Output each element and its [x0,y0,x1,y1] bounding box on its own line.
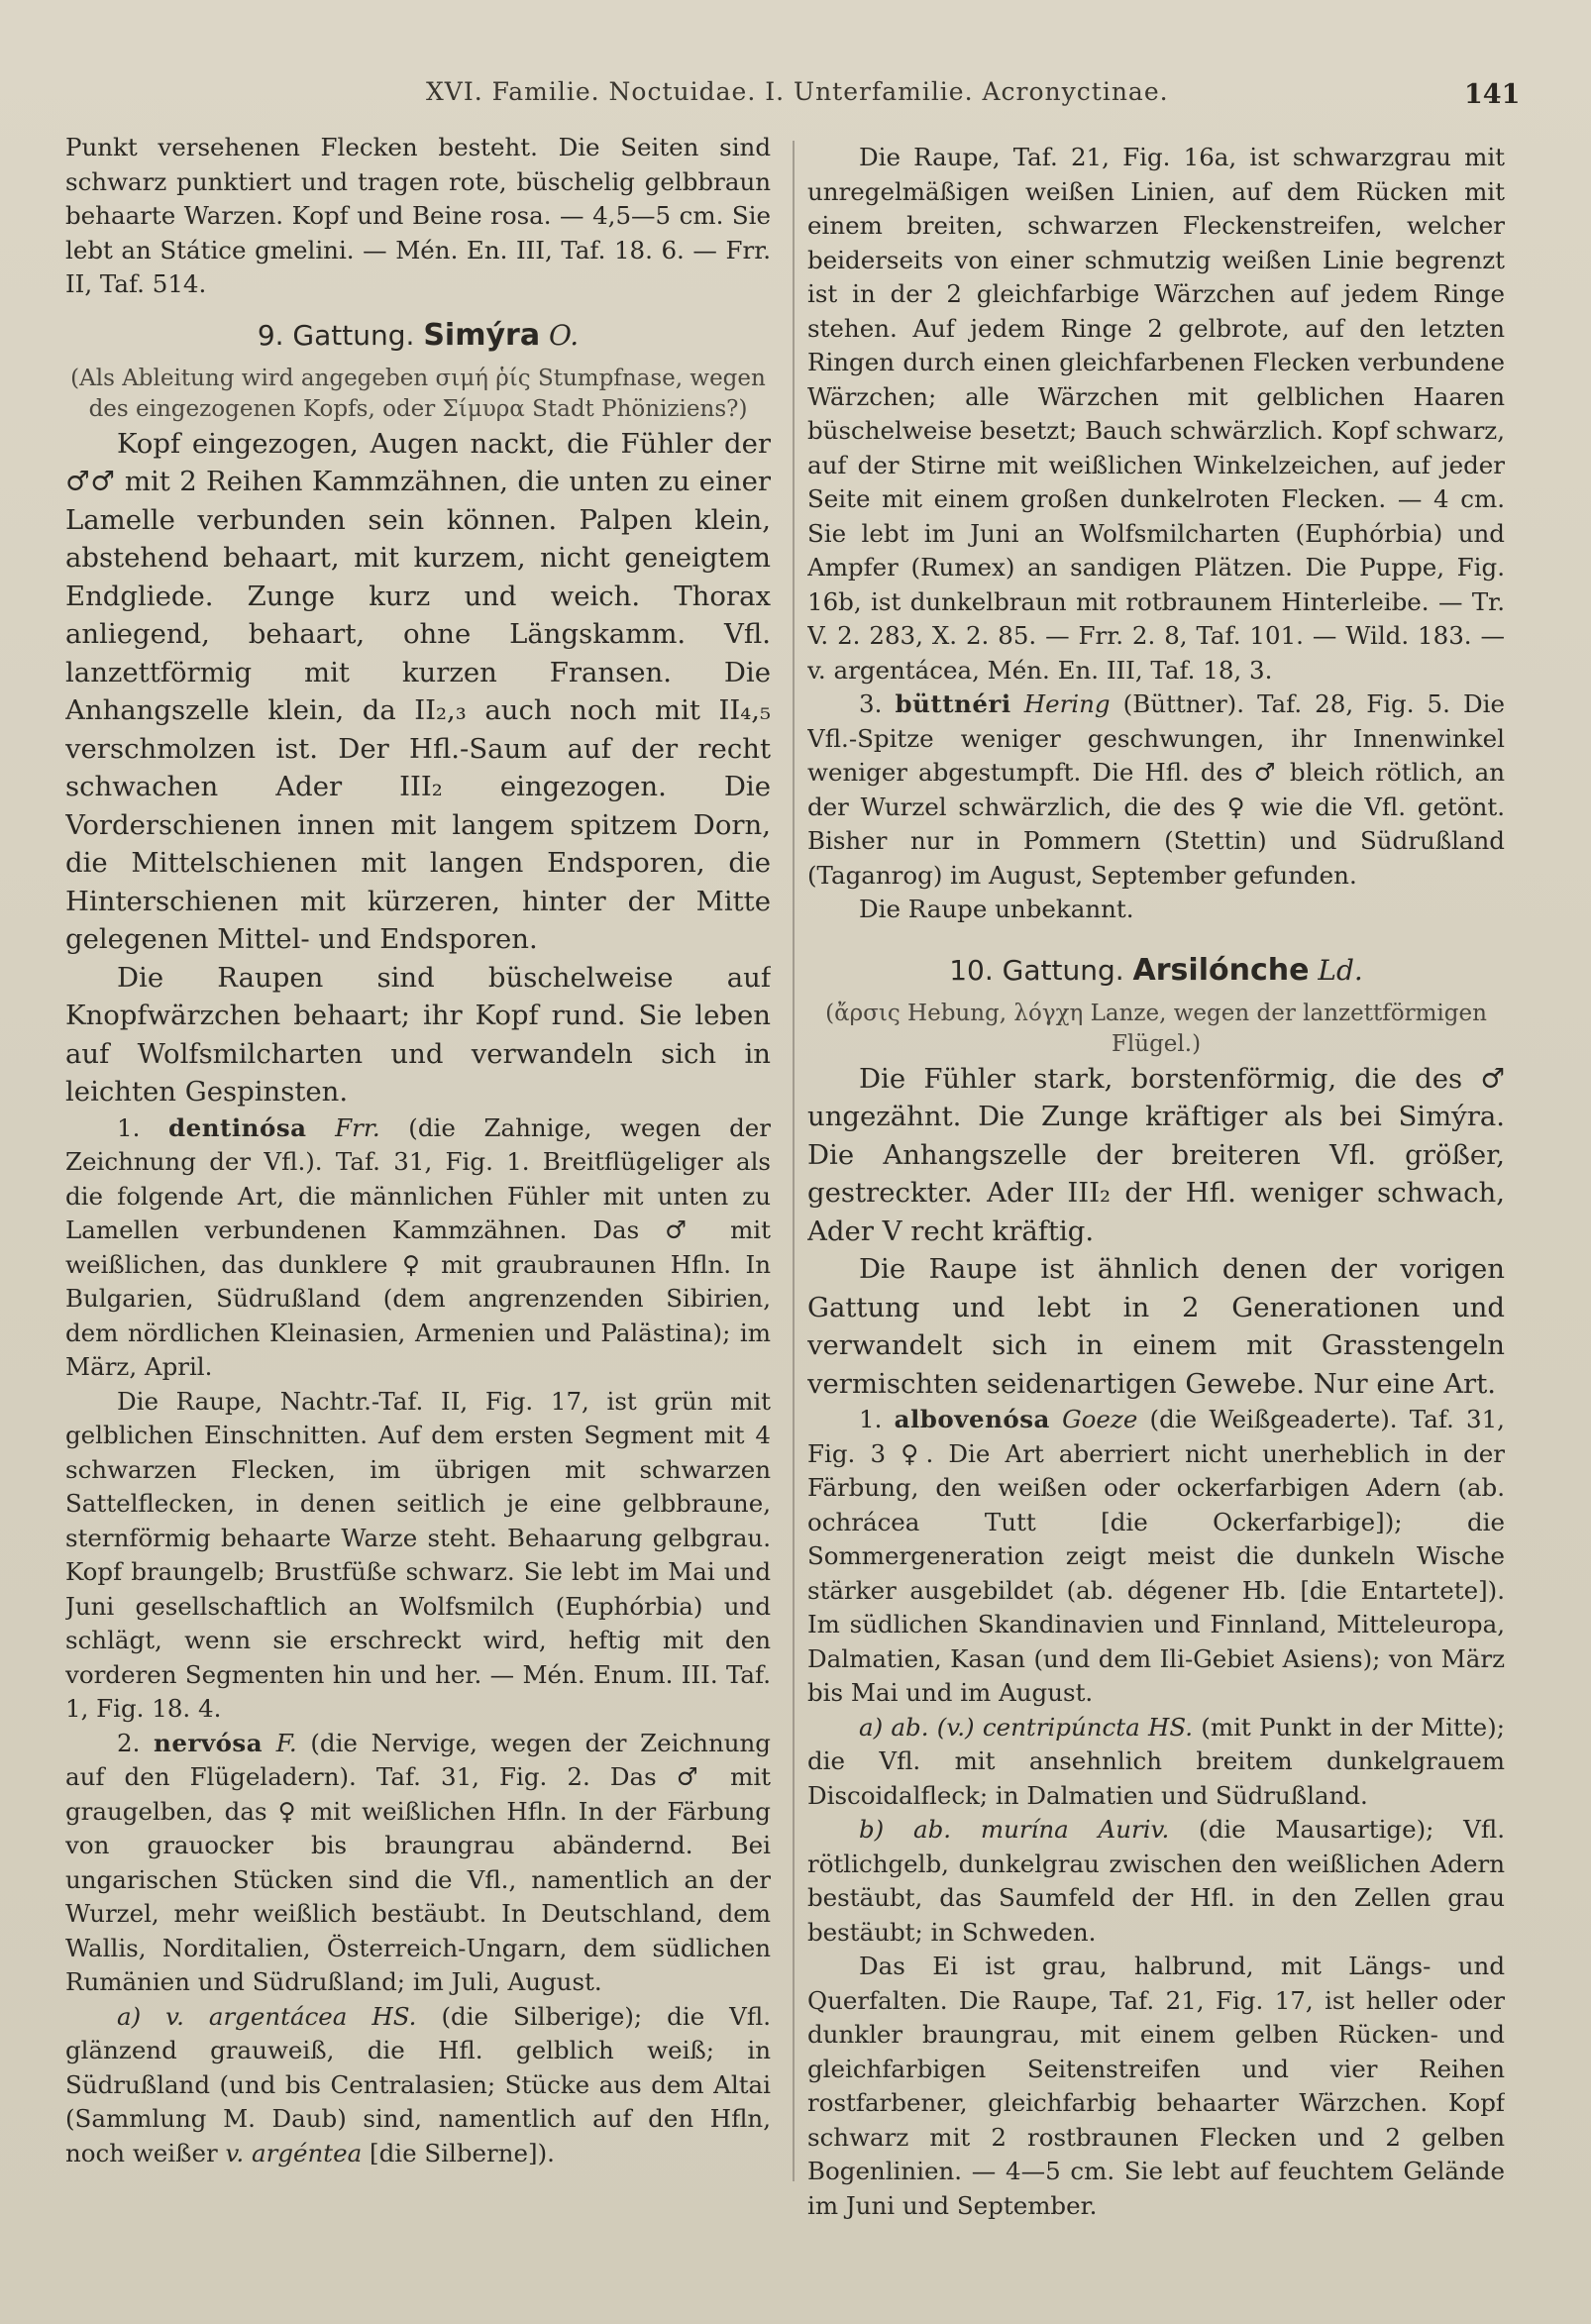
larvae-description: Die Raupe ist ähnlich denen der vorigen Gattung und lebt in 2 Generationen und verwandelt sich in einem mit Grasstengeln vermischten seidenartigen Gewebe. Nur eine Art. [807,1253,1505,1400]
larvae-description: Die Raupen sind büschelweise auf Knopfwärzchen behaart; ihr Kopf rund. Sie leben auf Wolfsmilcharten und verwandeln sich in leichten Gespinsten. [65,961,771,1108]
paragraph: Punkt versehenen Flecken besteht. Die Seiten sind schwarz punktiert und tragen rote, büschelig gelbbraun behaarte Warzen. Kopf und Beine rosa. — 4,5—5 cm. Sie lebt an Státice gmelini. — Mén. En. III, Taf. 18. 6. — Frr. II, Taf. 514. [65,133,771,298]
species-number: 1. [117,1112,141,1142]
species-author: F. [275,1728,297,1757]
genus-etymology: (ἄρσις Hebung, λόγχη Lanze, wegen der lanzettförmigen Flügel.) [825,1000,1487,1057]
running-header [0,77,1591,127]
header-title: XVI. Familie. Noctuidae. I. Unterfamilie. Acronyctinae. [426,77,1169,106]
variety-entry [807,1813,1505,1950]
genus-description: Kopf eingezogen, Augen nackt, die Fühler der ♂♂ mit 2 Reihen Kammzähnen, die unten zu einer Lamelle verbunden sein können. Palpen klein, abstehend behaart, mit kurzem, nicht geneigtem Endgliede. Zunge kurz und weich. Thorax anliegend, behaart, ohne Längskamm. Vfl. lanzettförmig mit kurzen Fransen. Die Anhangszelle klein, da II₂,₃ auch noch mit II₄,₅ verschmolzen ist. Der Hfl.-Saum auf der recht schwachen Ader III₂ eingezogen. Die Vorderschienen innen mit langem spitzem Dorn, die Mittelschienen mit langen Endsporen, die Hinterschienen mit kürzeren, hinter der Mitte gelegenen Mittel- und Endsporen. [65,427,771,955]
column-divider [793,141,795,2181]
page-number: 141 [1464,79,1521,110]
variety-text: (die Silberige); die Vfl. glänzend grauweiß, die Hfl. gelblich weiß; in Südrußland (und bis Centralasien; Stücke aus dem Altai (Sammlung M. Daub) sind, namentlich auf den Hfln, noch weißer [65,2001,771,2167]
species-entry [807,687,1505,893]
variety-entry [65,2000,771,2171]
species-text: (Büttner). Taf. 28, Fig. 5. Die Vfl.-Spitze weniger geschwungen, ihr Innenwinkel weniger abgestumpft. Die Hfl. des ♂ bleich rötlich, an der Wurzel schwärzlich, die des ♀ wie die Vfl. getönt. Bisher nur in Pommern (Stettin) und Südrußland (Taganrog) im August, September gefunden. [807,689,1505,890]
species-name: albovenósa [894,1405,1050,1433]
variety-text: (mit Punkt in der Mitte); die Vfl. mit ansehnlich breitem dunkelgrauem Discoidalfleck; in Dalmatien und Südrußland. [807,1712,1505,1810]
species-author: Goeze [1062,1405,1138,1433]
species-number: 1. [859,1405,883,1433]
larva-description: Die Raupe unbekannt. [859,895,1134,923]
genus-heading [65,314,771,358]
genus-name: Arsilónche [1132,952,1310,988]
left-column [65,131,771,2265]
species-text: (die Nervige, wegen der Zeichnung auf den Flügeladern). Taf. 31, Fig. 2. Das ♂ mit graugelben, das ♀ mit weißlichen Hfln. In der Färbung von grauocker bis braungrau abändernd. Bei ungarischen Stücken sind die Vfl., namentlich an der Wurzel, mehr weißlich bestäubt. In Deutschland, dem Wallis, Norditalien, Österreich-Ungarn, dem südlichen Rumänien und Südrußland; im Juli, August. [65,1728,771,1996]
species-text: (die Zahnige, wegen der Zeichnung der Vfl.). Taf. 31, Fig. 1. Breitflügeliger als die folgende Art, die männlichen Fühler mit unten zu Lamellen verbundenen Kammzähnen. Das ♂ mit weißlichen, das dunklere ♀ mit graubraunen Hfln. In Bulgarien, Südrußland (dem angrenzenden Sibirien, dem nördlichen Kleinasien, Armenien und Palästina); im März, April. [65,1112,771,1381]
species-author: Frr. [335,1112,380,1142]
egg-larva-description: Das Ei ist grau, halbrund, mit Längs- und Querfalten. Die Raupe, Taf. 21, Fig. 17, ist heller oder dunkler braungrau, mit einem gelben Rücken- und gleichfarbigen Seitenstreifen und vier Reihen rostfarbener, gleichfarbig behaarter Wärzchen. Kopf schwarz mit 2 rostbraunen Flecken und 2 gelben Bogenlinien. — 4—5 cm. Sie lebt auf feuchtem Gelände im Juni und September. [807,1952,1505,2220]
variety-entry [807,1711,1505,1814]
species-number: 2. [117,1728,141,1757]
right-column [807,141,1505,2265]
genus-name: Simýra [423,317,541,353]
variety-text: [die Silberne]). [370,2138,555,2167]
species-name: nervósa [154,1728,264,1757]
species-entry [65,1111,771,1385]
variety-label: b) ab. murína Auriv. [859,1815,1170,1844]
variety-text: (die Mausartige); Vfl. rötlichgelb, dunkelgrau zwischen den weißlichen Adern bestäubt, das Saumfeld der Hfl. in den Zellen grau bestäubt; in Schweden. [807,1815,1505,1947]
species-name: büttnéri [895,689,1011,718]
larva-description: Die Raupe, Taf. 21, Fig. 16a, ist schwarzgrau mit unregelmäßigen weißen Linien, auf dem Rücken mit einem breiten, schwarzen Fleckenstreifen, welcher beiderseits von einer schmutzig weißen Linie begrenzt ist in der 2 gleichfarbige Wärzchen auf jedem Ringe stehen. Auf jedem Ringe 2 gelbrote, auf den letzten Ringen durch einen gleichfarbenen Flecken verbundene Wärzchen; alle Wärzchen mit gelblichen Haaren büschelweise besetzt; Bauch schwärzlich. Kopf schwarz, auf der Stirne mit weißlichen Winkelzeichen, auf jeder Seite mit einem großen dunkelroten Flecken. — 4 cm. Sie lebt im Juni an Wolfsmilcharten (Euphórbia) und Ampfer (Rumex) an sandigen Plätzen. Die Puppe, Fig. 16b, ist dunkelbraun mit rotbraunem Hinterleibe. — Tr. V. 2. 283, X. 2. 85. — Frr. 2. 8, Taf. 101. — Wild. 183. — v. argentácea, Mén. En. III, Taf. 18, 3. [807,143,1505,685]
genus-heading [807,949,1505,993]
species-name: dentinósa [168,1112,307,1142]
species-entry [65,1727,771,2000]
species-text: (die Weißgeaderte). Taf. 31, Fig. 3 ♀. Die Art aberriert nicht unerheblich in der Färbung, den weißen oder ockerfarbigen Adern (ab. ochrácea Tutt [die Ockerfarbige]); die Sommergeneration zeigt meist die dunkeln Wische stärker ausgebildet (ab. dégener Hb. [die Entartete]). Im südlichen Skandinavien und Finnland, Mitteleuropa, Dalmatien, Kasan (und dem Ili-Gebiet Asiens); von März bis Mai und im August. [807,1405,1505,1707]
variety-label: a) ab. (v.) centripúncta HS. [859,1712,1194,1742]
genus-author: Ld. [1318,953,1363,987]
genus-number: 10. Gattung. [949,953,1124,987]
genus-etymology: (Als Ableitung wird angegeben σιμή ῥίς Stumpfnase, wegen des eingezogenen Kopfs, oder Σίμυρα Stadt Phöniziens?) [70,365,766,422]
larva-description: Die Raupe, Nachtr.-Taf. II, Fig. 17, ist grün mit gelblichen Einschnitten. Auf dem ersten Segment mit 4 schwarzen Flecken, im übrigen mit schwarzen Sattelflecken, in denen seitlich je eine gelbbraune, sternförmig behaarte Warze steht. Behaarung gelbgrau. Kopf braungelb; Brustfüße schwarz. Sie lebt im Mai und Juni gesellschaftlich an Wolfsmilch (Euphórbia) und schlägt, wenn sie erschreckt wird, heftig mit den vorderen Segmenten hin und her. — Mén. Enum. III. Taf. 1, Fig. 18. 4. [65,1386,771,1723]
species-author: Hering [1023,689,1111,718]
species-entry [807,1403,1505,1711]
species-number: 3. [859,689,883,718]
variety-label: v. argéntea [225,2138,363,2167]
genus-author: O. [548,318,580,352]
variety-label: a) v. argentácea HS. [117,2001,417,2031]
genus-number: 9. Gattung. [257,318,415,352]
genus-description: Die Fühler stark, borstenförmig, die des ♂ ungezähnt. Die Zunge kräftiger als bei Simýra. Die Anhangszelle der breiteren Vfl. größer, gestreckter. Ader III₂ der Hfl. weniger schwach, Ader V recht kräftig. [807,1062,1505,1247]
